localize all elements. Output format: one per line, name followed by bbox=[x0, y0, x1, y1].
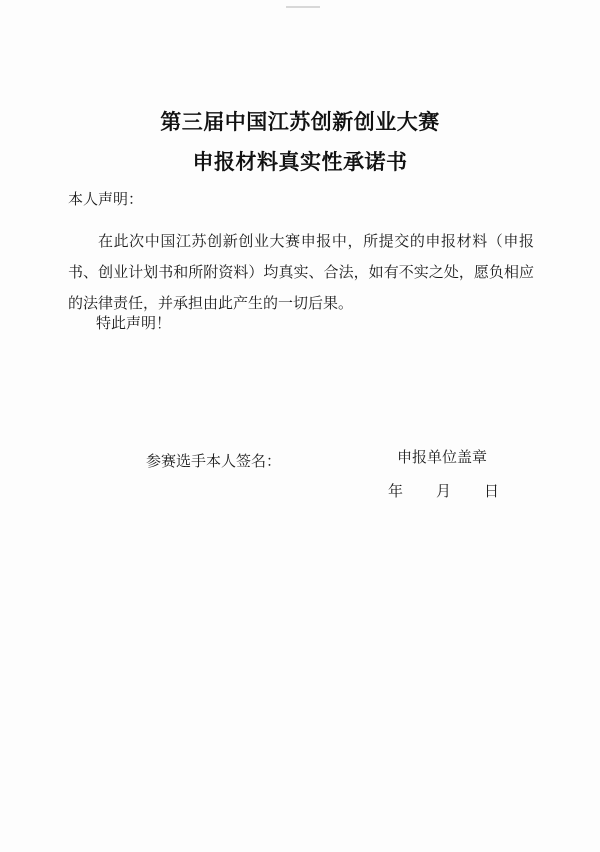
signature-label: 参赛选手本人签名： bbox=[146, 452, 282, 470]
date-line bbox=[388, 480, 508, 500]
date-day: 日 bbox=[484, 482, 500, 500]
date-year: 年 bbox=[388, 482, 404, 500]
scan-artifact bbox=[286, 6, 320, 8]
stamp-label: 申报单位盖章 bbox=[397, 448, 488, 466]
declaration-paragraph: 在此次中国江苏创新创业大赛申报中，所提交的申报材料（申报书、创业计划书和所附资料）均真实、合法，如有不实之处，愿负相应的法律责任，并承担由此产生的一切后果。 bbox=[68, 232, 534, 312]
closing-statement: 特此声明！ bbox=[96, 314, 172, 332]
date-month: 月 bbox=[436, 482, 452, 500]
declaration-label: 本人声明： bbox=[68, 190, 144, 208]
document-subtitle: 申报材料真实性承诺书 bbox=[192, 150, 408, 174]
document-title: 第三届中国江苏创新创业大赛 bbox=[160, 110, 440, 134]
